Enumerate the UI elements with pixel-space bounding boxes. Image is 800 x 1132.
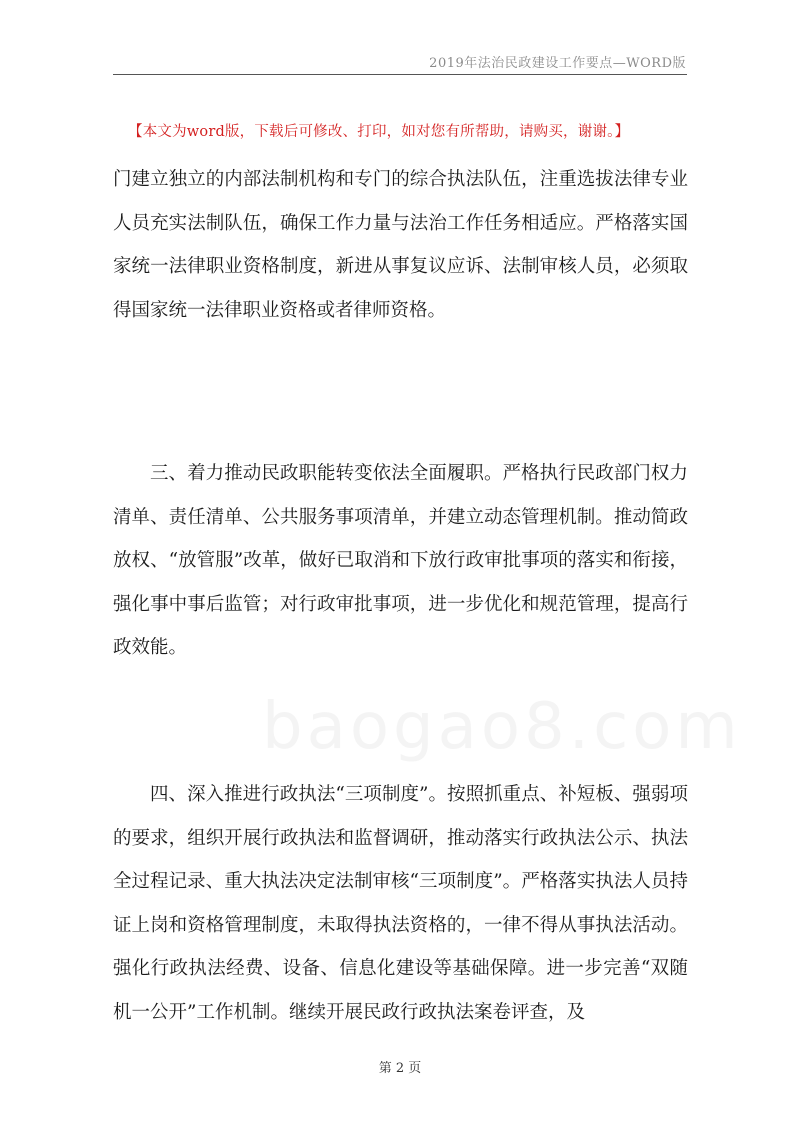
body-paragraph-2: 三、着力推动民政职能转变依法全面履职。严格执行民政部门权力清单、责任清单、公共服务事项清单，并建立动态管理机制。推动简政放权、“放管服”改革，做好已取消和下放行政审批事项的落实和衔接，强化事中事后监管；对行政审批事项，进一步优化和规范管理，提高行政效能。	[113, 463, 688, 658]
body-paragraph-3: 四、深入推进行政执法“三项制度”。按照抓重点、补短板、强弱项的要求，组织开展行政执法和监督调研，推动落实行政执法公示、执法全过程记录、重大执法决定法制审核“三项制度”。严格落实执法人员持证上岗和资格管理制度，未取得执法资格的，一律不得从事执法活动。强化行政执法经费、设备、信息化建设等基础保障。进一步完善“双随机一公开”工作机制。继续开展民政行政执法案卷评查，及	[113, 784, 688, 1023]
body-paragraph-1: 门建立独立的内部法制机构和专门的综合执法队伍，注重选拔法律专业人员充实法制队伍，确保工作力量与法治工作任务相适应。严格落实国家统一法律职业资格制度，新进从事复议应诉、法制审核人员，必须取得国家统一法律职业资格或者律师资格。	[113, 169, 688, 321]
purchase-notice: 【本文为word版，下载后可修改、打印，如对您有所帮助，请购买，谢谢。】	[128, 124, 630, 140]
header-title: 2019年法治民政建设工作要点—WORD版	[429, 56, 686, 71]
watermark: baogao8.com	[262, 690, 742, 764]
header-divider	[113, 74, 687, 75]
page-number: 第 2 页	[378, 1061, 422, 1076]
